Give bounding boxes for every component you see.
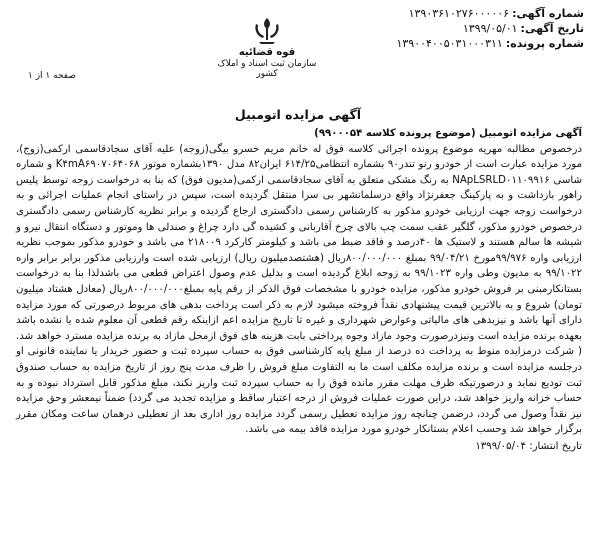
notice-body — [16, 126, 582, 454]
notice-date: ۱۳۹۹/۰۵/۰۱ — [462, 22, 518, 35]
notice-number-label: شماره آگهی: — [512, 7, 584, 20]
logo-line-registry: سازمان ثبت اسناد و املاک کشور — [217, 59, 317, 79]
notice-number-row — [396, 6, 584, 21]
page-indicator: صفحه ۱ از ۱ — [28, 71, 76, 81]
notice-date-label: تاریخ آگهی: — [520, 22, 584, 35]
notice-number: ۱۳۹۰۳۶۱۰۲۷۶۰۰۰۰۰۶ — [408, 7, 510, 20]
notice-date-row — [396, 21, 584, 36]
publication-date: تاریخ انتشار: ۱۳۹۹/۰۵/۰۴ — [475, 440, 582, 452]
notice-paragraph: درخصوص مطالبه مهریه موضوع پرونده اجرائی کلاسه فوق له خانم مریم خسرو بیگی(زوجه) علیه آقای سجادقاسمی ارکمی(زوج)، مورد مزایده عبارت است از خودرو رنو تندر۹۰ بشماره انتظامی۶۱۴/۲۵ ایران۸۲ مدل ۱۳۹۰بشماره موتور K۴mA۶۹۰۷۰۶۴۰۶۸ و شماره شاسی NApLSRLD۰۱۱۰۹۹۱۶ به رنگ مشکی متعلق به آقای سجادقاسمی ارکمی(مدیون فوق) که بنا به درخواست زوجه توسط پلیس راهور بازداشت و به پارکینگ جعفرنژاد واقع درسلمانشهر بی سرا منتقل گردیده است، سپس در راستای انجام عملیات اجرائی و به درخواست زوجه جهت ارزیابی خودرو مذکور به کارشناس رسمی دادگستری ارجاع گردیده و برابر نظریه کارشناس رسمی دادگستری درخصوص خودرو مذکور، گلگیر عقب سمت چپ بالای چرخ آقاربانی و کشیده گی دارد چراغ و صندلی ها وموتور و دستگاه انتقال نیرو و شیشه ها سالم هستند و لاستیک ها ۴۰درصد و فاقد ضبط می باشد و کیلومتر کارکرد ۲۱۸۰۰۹ می باشد و خودرو مذکور بموجب نظریه ارزیابی واره ۹۹/۹۷۶مورخ ۹۹/۰۴/۲۱ بمبلغ ۸۰۰/۰۰۰/۰۰۰ریال (هشتصدمیلیون ریال) ارزیابی شده است وارزیابی مذکور برابر برابر واره ۹۹/۱۰۲۲ به مدیون وطی واره ۹۹/۱۰۲۳ به زوجه ابلاغ گردیده است و بدلیل عدم وصول اعتراض قطعی می باشدلذا بنا به درخواست بستانکارمبنی بر فروش خودرو مذکور، مزایده خودرو با مشخصات فوق الذکر از رقم پایه بمبلغ۸۰۰/۰۰۰/۰۰۰ریال (معادل هشتاد میلیون تومان) شروع و به بالاترین قیمت پیشنهادی نقداً فروخته میشود لازم به ذکر است پرداخت بدهی های مربوط درصورتی که مورد مزایده دارای آنها باشد و نیزبدهی های مالیاتی وعوارض شهرداری و غیره تا تاریخ مزایده اعم ازاینکه رقم قطعی آن معلوم شده یا نشده باشد بعهده برنده مزایده است ونیزدرصورت وجود مازاد وجوه پرداختی بابت هزینه های فوق ازمحل مازاد به برنده مزایده مسترد خواهد شد. ( شرکت درمزایده منوط به پرداخت ده درصد از مبلغ پایه کارشناسی فوق به حساب سپرده ثبت و حضور خریدار یا نماینده قانونی او درجلسه مزایده است و برنده مزایده مکلف است ما به التفاوت مبلغ فروش را ظرف مدت پنج روز از تاریخ مزایده به حساب صندوق ثبت تودیع نماید و درصورتیکه ظرف مهلت مقرر مانده فوق را به حساب سپرده ثبت واریز نکند، مبلغ مذکور قابل استرداد نبوده و به حساب خزانه واریز خواهد شد، دراین صورت عملیات فروش از درجه اعتبار ساقط و مزایده تجدید می گردد) ضمناً نیمعشر وحق مزایده نیز نقداً وصول می گردد، درضمن چنانچه روز مزایده تعطیل رسمی گردد مزایده روز اداری بعد از تعطیلی درهمان ساعت ومکان مقرر برگزار خواهد شد وحسب اعلام بستانکار خودرو مورد مزایده فاقد بیمه می باشد. — [16, 143, 583, 436]
notice-header — [396, 6, 584, 51]
notice-subject: آگهی مزایده اتومبیل (موضوع پرونده کلاسه ۹۹۰۰۰۵۴) — [314, 128, 582, 139]
notice-title: آگهی مزایده اتومبیل — [234, 107, 362, 122]
file-number: ۱۳۹۰۰۴۰۰۵۰۳۱۰۰۰۳۱۱ — [396, 37, 503, 50]
judiciary-emblem-icon — [250, 16, 284, 46]
file-number-row — [396, 36, 584, 51]
registry-logo — [212, 16, 322, 79]
file-number-label: شماره پرونده: — [505, 37, 584, 50]
logo-line-judiciary: قوه قضائیه — [238, 47, 296, 58]
